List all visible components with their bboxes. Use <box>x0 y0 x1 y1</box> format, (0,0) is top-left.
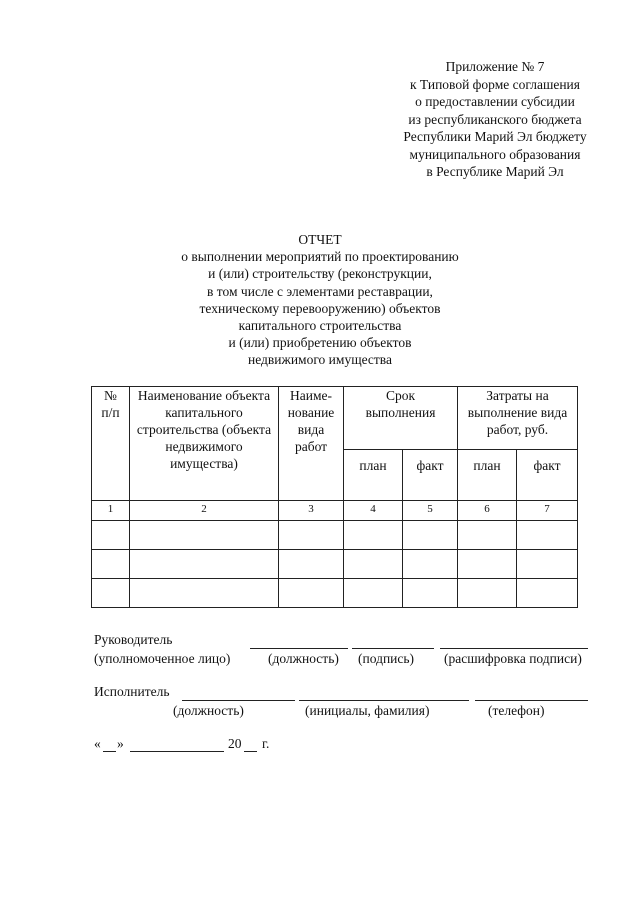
index-cell: 1 <box>92 501 130 521</box>
date-month-line[interactable] <box>130 751 224 752</box>
index-cell: 3 <box>279 501 344 521</box>
table-cell[interactable] <box>344 521 403 550</box>
head-decoding-line[interactable] <box>440 648 588 649</box>
table-row <box>92 579 578 608</box>
executor-label: Исполнитель <box>94 684 170 699</box>
date-close-quote: » <box>117 736 124 751</box>
col-header-cost: Затраты на выполнение вида работ, руб. <box>458 387 578 450</box>
table-cell[interactable] <box>130 550 279 579</box>
table-cell[interactable] <box>279 521 344 550</box>
exec-name-line[interactable] <box>299 700 469 701</box>
index-row <box>92 501 578 521</box>
table-cell[interactable] <box>92 579 130 608</box>
appendix-line: муниципального образования <box>409 146 581 162</box>
exec-position-line[interactable] <box>182 700 295 701</box>
title-line: и (или) приобретению объектов <box>228 335 412 351</box>
title-line: о выполнении мероприятий по проектированию <box>181 249 459 265</box>
position-caption: (должность) <box>268 651 339 666</box>
table-cell[interactable] <box>517 521 578 550</box>
date-year-suffix: г. <box>262 736 270 751</box>
title-line: недвижимого имущества <box>248 352 392 368</box>
date-year-line[interactable] <box>244 751 257 752</box>
appendix-line: к Типовой форме соглашения <box>410 76 580 92</box>
table-cell[interactable] <box>517 550 578 579</box>
col-header-object-name: Наименование объекта капитального строительства (объекта недвижимого имущества) <box>130 387 279 501</box>
decoding-caption: (расшифровка подписи) <box>444 651 582 666</box>
report-heading: ОТЧЕТ <box>298 232 342 247</box>
col-header-number: № п/п <box>92 387 130 501</box>
sub-header-fact: факт <box>517 450 578 501</box>
sub-header-plan: план <box>458 450 517 501</box>
exec-phone-line[interactable] <box>475 700 588 701</box>
appendix-header <box>380 58 610 181</box>
table-cell[interactable] <box>344 579 403 608</box>
signature-caption: (подпись) <box>358 651 415 666</box>
head-position-line[interactable] <box>250 648 348 649</box>
table-cell[interactable] <box>458 579 517 608</box>
index-cell: 2 <box>130 501 279 521</box>
table-row <box>92 521 578 550</box>
appendix-line: о предоставлении субсидии <box>415 94 575 109</box>
date-open-quote: « <box>94 736 101 751</box>
table-cell[interactable] <box>403 521 458 550</box>
date-day-line[interactable] <box>103 751 116 752</box>
table-cell[interactable] <box>344 550 403 579</box>
table-cell[interactable] <box>403 550 458 579</box>
appendix-line: Приложение № 7 <box>445 59 545 74</box>
title-line: техническому перевооружению) объектов <box>199 300 441 316</box>
sub-header-plan: план <box>344 450 403 501</box>
title-line: в том числе с элементами реставрации, <box>207 283 433 299</box>
index-cell: 7 <box>517 501 578 521</box>
table-row <box>92 550 578 579</box>
col-header-term: Срок выполнения <box>344 387 458 450</box>
title-line: и (или) строительству (реконструкции, <box>208 266 432 282</box>
table-cell[interactable] <box>458 550 517 579</box>
table-cell[interactable] <box>403 579 458 608</box>
table-cell[interactable] <box>458 521 517 550</box>
title-line: капитального строительства <box>238 318 402 334</box>
exec-position-caption: (должность) <box>173 703 244 718</box>
table-cell[interactable] <box>279 550 344 579</box>
table-cell[interactable] <box>279 579 344 608</box>
sub-header-fact: факт <box>403 450 458 501</box>
head-label: Руководитель <box>94 632 173 647</box>
index-cell: 5 <box>403 501 458 521</box>
table-cell[interactable] <box>130 579 279 608</box>
table-cell[interactable] <box>517 579 578 608</box>
table-cell[interactable] <box>130 521 279 550</box>
head-sub-label: (уполномоченное лицо) <box>94 651 231 666</box>
table-cell[interactable] <box>92 550 130 579</box>
appendix-line: из республиканского бюджета <box>408 111 582 127</box>
appendix-line: в Республике Марий Эл <box>426 164 564 179</box>
exec-phone-caption: (телефон) <box>488 703 545 718</box>
index-cell: 4 <box>344 501 403 521</box>
col-header-work-type: Наиме-нование вида работ <box>279 387 344 501</box>
appendix-line: Республики Марий Эл бюджету <box>403 129 587 144</box>
table-cell[interactable] <box>92 521 130 550</box>
exec-name-caption: (инициалы, фамилия) <box>305 703 430 718</box>
report-title <box>150 231 490 369</box>
index-cell: 6 <box>458 501 517 521</box>
date-year-prefix: 20 <box>228 736 242 751</box>
head-signature-line[interactable] <box>352 648 434 649</box>
report-table <box>91 386 578 608</box>
